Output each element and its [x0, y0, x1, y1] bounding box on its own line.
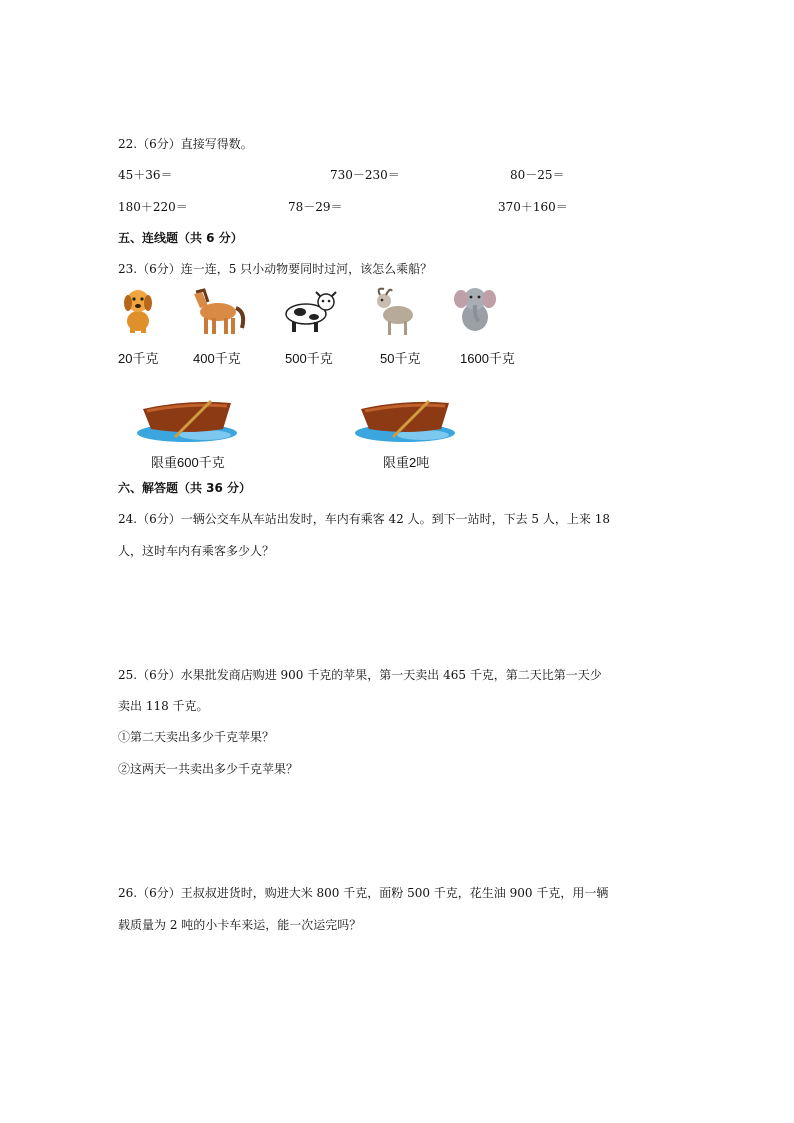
boat-label: 限重2吨: [383, 455, 430, 470]
q23-title: 23.（6分）连一连，5 只小动物要同时过河，该怎么乘船？: [118, 262, 433, 276]
q22-title: 22.（6分）直接写得数。: [118, 137, 253, 151]
section-title: 六、解答题（共 36 分）: [118, 481, 252, 495]
cow-icon: [280, 290, 338, 334]
boat-icon: [135, 397, 241, 445]
q24-text: 24.（6分）一辆公交车从车站出发时，车内有乘客 42 人。到下一站时，下去 5 人，上来 18: [118, 512, 610, 526]
q22-expr: 730－230＝: [330, 168, 400, 182]
q25-subquestion: ②这两天一共卖出多少千克苹果？: [118, 762, 299, 776]
boat-icon: [353, 397, 459, 445]
q22-expr: 45＋36＝: [118, 168, 173, 182]
animal-weight: 500千克: [285, 351, 333, 366]
animal-weight: 20千克: [118, 351, 159, 366]
q24-text: 人，这时车内有乘客多少人？: [118, 544, 275, 558]
section-title: 五、连线题（共 6 分）: [118, 231, 243, 245]
q25-text: 25.（6分）水果批发商店购进 900 千克的苹果，第一天卖出 465 千克，第二天比第一天少: [118, 668, 602, 682]
q22-expr: 80－25＝: [510, 168, 565, 182]
animal-weight: 1600千克: [460, 351, 515, 366]
q25-subquestion: ①第二天卖出多少千克苹果？: [118, 730, 275, 744]
animal-weight: 400千克: [193, 351, 241, 366]
q25-text: 卖出 118 千克。: [118, 699, 209, 713]
q26-text: 载质量为 2 吨的小卡车来运，能一次运完吗？: [118, 918, 362, 932]
q22-expr: 180＋220＝: [118, 200, 188, 214]
q26-text: 26.（6分）王叔叔进货时，购进大米 800 千克，面粉 500 千克，花生油 900 千克，用一辆: [118, 886, 609, 900]
animal-weight: 50千克: [380, 351, 421, 366]
elephant-icon: [452, 285, 498, 335]
boat-label: 限重600千克: [151, 455, 225, 470]
goat-icon: [372, 287, 418, 337]
horse-icon: [190, 288, 248, 336]
q22-expr: 78－29＝: [288, 200, 343, 214]
dog-icon: [120, 287, 156, 335]
q22-expr: 370＋160＝: [498, 200, 568, 214]
